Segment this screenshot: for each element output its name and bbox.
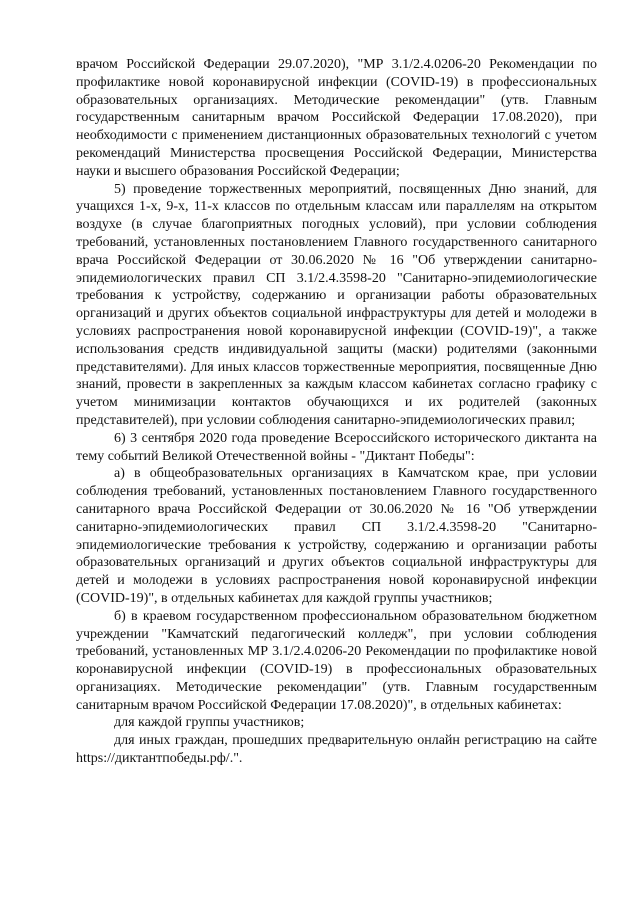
paragraph-item-6b-groups: для каждой группы участников; — [114, 715, 305, 731]
paragraph-item-6b-citizens: для иных граждан, прошедших предварительную онлайн регистрацию на сайте https://диктантпобеды.рф/.". — [76, 733, 597, 767]
paragraph-item-5: 5) проведение торжественных мероприятий, посвященных Дню знаний, для учащихся 1-х, 9-х, 11-х классов по отдельным классам или параллелям на открытом воздухе (в случае благоприятных погодных условий), при условии соблюдения требований, установленных постановлением Главного государственного санитарного врача Российской Федерации от 30.06.2020 № 16 "Об утверждении санитарно-эпидемиологических правил СП 3.1/2.4.3598-20 "Санитарно-эпидемиологические требования к устройству, содержанию и организации работы образовательных организаций и других объектов социальной инфраструктуры для детей и молодежи в условиях распространения новой коронавирусной инфекции (COVID-19)", а также использования средств индивидуальной защиты (маски) родителями (законными представителями). Для иных классов торжественные мероприятия, посвященные Дню знаний, провести в закрепленных за каждым классом кабинетах согласно графику с учетом минимизации контактов обучающихся и их родителей (законных представителей), при условии соблюдения санитарно-эпидемиологических правил; — [76, 181, 597, 428]
document-page — [76, 56, 597, 768]
paragraph-item-6a: а) в общеобразовательных организациях в Камчатском крае, при условии соблюдения требований, установленных постановлением Главного государственного санитарного врача Российской Федерации от 30.06.2020 № 16 "Об утверждении санитарно-эпидемиологических правил СП 3.1/2.4.3598-20 "Санитарно-эпидемиологические требования к устройству, содержанию и организации работы образовательных организаций и других объектов социальной инфраструктуры для детей и молодежи в условиях распространения новой коронавирусной инфекции (COVID-19)", в отдельных кабинетах для каждой группы участников; — [76, 466, 597, 606]
paragraph-item-6: 6) 3 сентября 2020 года проведение Всероссийского исторического диктанта на тему событий Великой Отечественной войны - "Диктант Победы": — [76, 430, 597, 464]
paragraph-intro-continuation: врачом Российской Федерации 29.07.2020), "МР 3.1/2.4.0206-20 Рекомендации по профилактике новой коронавирусной инфекции (COVID-19) в профессиональных образовательных организациях. Методические рекомендации" (утв. Главным государственным санитарным врачом Российской Федерации 17.08.2020), при необходимости с применением дистанционных образовательных технологий с учетом рекомендаций Министерства просвещения Российской Федерации, Министерства науки и высшего образования Российской Федерации; — [76, 57, 597, 179]
paragraph-item-6b: б) в краевом государственном профессиональном образовательном бюджетном учреждении "Камчатский педагогический колледж", при условии соблюдения требований, установленных МР 3.1/2.4.0206-20 Рекомендации по профилактике новой коронавирусной инфекции (COVID-19) в профессиональных образовательных организациях. Методические рекомендации" (утв. Главным государственным санитарным врачом Российской Федерации 17.08.2020)", в отдельных кабинетах: — [76, 608, 597, 713]
